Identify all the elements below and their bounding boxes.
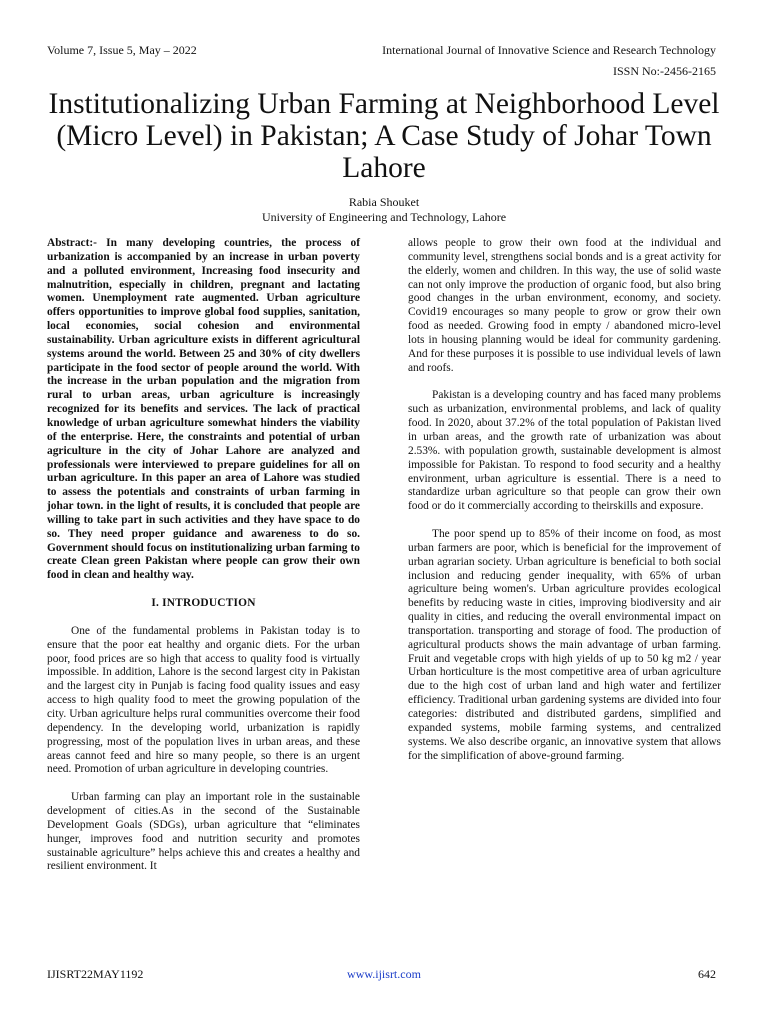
intro-paragraph-2: Urban farming can play an important role in the sustainable development of cities.As in the second of the Sustainable Development Goals (SDGs), urban agriculture that “eliminates hunger, improves food and nutrition security and promotes sustainable agriculture” helps achieve this and creates a healthy and resilient environment. It: [47, 791, 360, 873]
left-column: [47, 237, 360, 874]
volume-issue: Volume 7, Issue 5, May – 2022: [47, 43, 197, 57]
abstract: Abstract:- In many developing countries, the process of urbanization is accompanied by an increase in urban poverty and a polluted environment, Increasing food insecurity and malnutrition, especially in children, pregnant and lactating women. Unemployment rate augmented. Urban agriculture offers opportunities to improve global food supplies, sanitation, local economies, social cohesion and environmental sustainability. Urban agriculture exists in different agricultural systems around the world. Between 25 and 30% of city dwellers participate in the food sector of people around the world. With the increase in the urban population and the migration from rural to urban areas, urban agriculture is increasingly recognized for its benefits and services. The lack of practical knowledge of urban agriculture somewhat hinders the viability of the enterprise. Here, the constraints and potential of urban agriculture in the city of Johar Lahore are analyzed and professionals were interviewed to prepare guidelines for all on urban agriculture. In this paper an area of Lahore was studied to assess the potentials and constraints of urban farming in johar town. in the light of results, it is concluded that people are willing to take part in such activities and they have space to do so. They need proper guidance and awareness to do so. Government should focus on institutionalizing urban farming to create Clean green Pakistan where people can grow their own food in clean and healthy way.: [47, 237, 360, 582]
paper-title: Institutionalizing Urban Farming at Neighborhood Level (Micro Level) in Pakistan; A Case Study of Johar Town Lahore: [48, 88, 720, 184]
website-link[interactable]: www.ijisrt.com: [347, 967, 421, 981]
intro-paragraph-1: One of the fundamental problems in Pakistan today is to ensure that the poor eat healthy and organic diets. For the urban poor, food prices are so high that access to quality food is virtually impossible. In addition, Lahore is the second largest city in Pakistan and the largest city in Punjab is facing food quality issues and easy access to high quality food to meet the growing population of the city. Urban agriculture helps rural communities overcome their food dependency. In the developing world, urbanization is rapidly progressing, most of the population lives in urban areas, and these areas cannot feed and hire so many people, so there is an urgent need. Promotion of urban agriculture in developing countries.: [47, 624, 360, 776]
journal-name: International Journal of Innovative Science and Research Technology: [382, 43, 716, 57]
right-paragraph-3: The poor spend up to 85% of their income on food, as most urban farmers are poor, which is beneficial for the improvement of urban agrarian society. Urban agriculture is beneficial to both social inclusion and reducing gender inequality, with 65% of urban agriculture being women's. Urban agriculture provides ecological benefits by reducing waste in cities, improving biodiversity and air quality in cities, and reducing the overall environmental impact on transportation. transporting and storage of food. The production of agricultural products shows the main advantage of urban farming. Fruit and vegetable crops with high yields of up to 50 kg m2 / year Urban horticulture is the most competitive area of urban agriculture due to the high cost of urban land and high water and fertilizer efficiency. Traditional urban gardening systems are divided into four categories: distributed and distributed gardens, simplified and expanded systems, mobile farming systems, and centralized systems. We also describe organic, an innovative system that allows for the simplification of above-ground farming.: [408, 528, 721, 762]
paper-id: IJISRT22MAY1192: [47, 967, 144, 981]
section-heading-introduction: I. INTRODUCTION: [151, 597, 256, 610]
page-number: 642: [698, 967, 716, 981]
right-paragraph-2: Pakistan is a developing country and has faced many problems such as urbanization, environmental problems, and lack of quality food. In 2020, about 37.2% of the total population of Pakistan lived in urban areas, and the growth rate of urbanization was about 2.53%. with population growth, sustainable development is almost impossible for Pakistan. To respond to food security and a healthy environment, urban agriculture is essential. There is a need to standardize urban agriculture so that people can grow their own food or do it commercially according to theirskills and exposure.: [408, 389, 721, 513]
issn-number: ISSN No:-2456-2165: [612, 64, 716, 78]
author-name: Rabia Shouket: [348, 195, 420, 209]
right-paragraph-1: allows people to grow their own food at the individual and community level, strengthens social bonds and is a great activity for the elderly, women and children. In this way, the use of solid waste can not only improve the production of organic food, but also bring good changes in the urban environment, economy, and society. Covid19 encourages so many people to grow or grow their own food as needed. Growing food in empty / abandoned micro-level lots in housing planning would be ideal for community gardening. And for these purposes it is possible to use individual levels of lawn and roofs.: [408, 237, 721, 374]
author-affiliation: University of Engineering and Technology, Lahore: [261, 210, 507, 224]
right-column: [408, 237, 721, 763]
